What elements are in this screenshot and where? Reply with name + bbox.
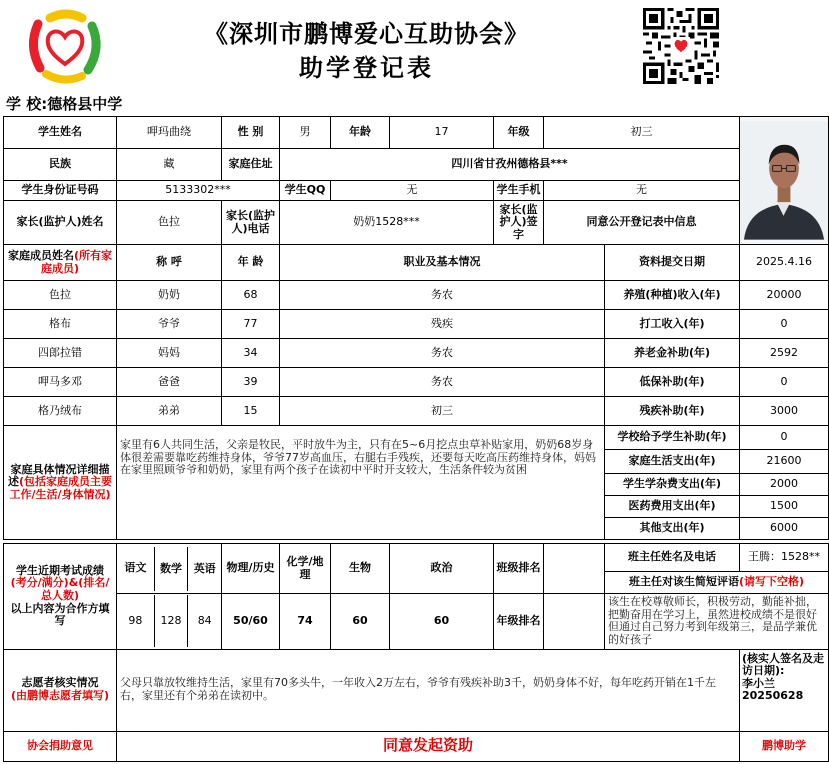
situation-text-body: 家里有6人共同生活，父亲是牧民，平时放牛为主，只有在5~6月挖点虫草补贴家用，奶奶68岁身体很差需要靠吃药维持身体，爷爷77岁高血压，右腿右手残疾，还要每天吃高压药维持身体，妈妈在家里照顾爷爷和奶奶，家里有两个孩子在读初中平时开支较大，生活条件较为贫困 bbox=[120, 438, 596, 477]
footer-label: 协会捐助意见 bbox=[4, 731, 117, 761]
finance-value: 2592 bbox=[740, 339, 829, 368]
volunteer-label-note: (由鹏博志愿者填写) bbox=[10, 689, 110, 703]
member-job: 残疾 bbox=[280, 310, 605, 339]
exam-label bbox=[4, 544, 117, 650]
guardian-name-label: 家长(监护人)姓名 bbox=[4, 201, 117, 245]
footer-org: 鹏博助学 bbox=[740, 731, 829, 761]
form-title-org: 《深圳市鹏博爱心互助协会》 bbox=[204, 19, 529, 48]
finance-label: 其他支出(年) bbox=[605, 518, 740, 540]
finance-value: 3000 bbox=[740, 397, 829, 426]
member-name: 格布 bbox=[4, 310, 117, 339]
member-relation: 妈妈 bbox=[117, 339, 222, 368]
address-value: 四川省甘孜州德格县*** bbox=[280, 149, 740, 181]
grade-rank-label: 年级排名 bbox=[494, 594, 544, 650]
family-member-row bbox=[4, 397, 829, 426]
student-portrait-icon bbox=[740, 121, 828, 240]
finance-label: 残疾补助(年) bbox=[605, 397, 740, 426]
exam-label-note: (考分/满分)&(排名/总人数) bbox=[10, 576, 110, 602]
guardian-phone: 奶奶1528*** bbox=[280, 201, 494, 245]
score-english: 84 bbox=[187, 595, 221, 647]
finance-label: 养老金补助(年) bbox=[605, 339, 740, 368]
phone-value: 无 bbox=[544, 181, 740, 201]
grade-label: 年级 bbox=[494, 117, 544, 149]
member-job: 务农 bbox=[280, 368, 605, 397]
finance-label: 家庭生活支出(年) bbox=[605, 450, 740, 474]
finance-value: 20000 bbox=[740, 281, 829, 310]
subject-english: 英语 bbox=[187, 547, 221, 591]
qq-value: 无 bbox=[331, 181, 494, 201]
class-rank-label: 班级排名 bbox=[494, 544, 544, 594]
grade-rank-value bbox=[544, 594, 605, 650]
finance-value: 0 bbox=[740, 310, 829, 339]
scores-cell bbox=[117, 594, 222, 650]
teacher-value: 王腾：1528** bbox=[740, 544, 829, 572]
score-physics: 50/60 bbox=[222, 594, 280, 650]
score-politics: 60 bbox=[390, 594, 494, 650]
volunteer-sign-name: 李小兰 bbox=[742, 676, 775, 690]
score-chinese: 98 bbox=[128, 613, 143, 627]
teacher-label: 班主任姓名及电话 bbox=[605, 544, 740, 572]
member-age: 34 bbox=[222, 339, 280, 368]
member-job: 务农 bbox=[280, 339, 605, 368]
family-col-relation: 称 呼 bbox=[117, 245, 222, 281]
school-name: 学 校:德格县中学 bbox=[6, 95, 123, 113]
member-name: 色拉 bbox=[4, 281, 117, 310]
volunteer-text: 父母只靠放牧维持生活，家里有70多头牛，一年收入2万左右，爷爷有残疾补助3千，奶奶身体不好，每年吃药开销在1千左右，家里还有个弟弟在读初中。 bbox=[117, 649, 740, 731]
ethnicity-label: 民族 bbox=[4, 149, 117, 181]
family-header-note: (所有家庭成员) bbox=[40, 248, 113, 275]
family-member-row bbox=[4, 368, 829, 397]
finance-value: 6000 bbox=[740, 518, 829, 540]
qr-code-icon bbox=[643, 8, 719, 84]
student-row-1 bbox=[4, 117, 829, 149]
age-value: 17 bbox=[390, 117, 494, 149]
situation-label bbox=[4, 426, 117, 540]
student-name: 呷玛曲绕 bbox=[117, 117, 222, 149]
exam-score-row bbox=[4, 594, 829, 650]
guardian-name: 色拉 bbox=[117, 201, 222, 245]
score-chemistry: 74 bbox=[280, 594, 331, 650]
member-job: 务农 bbox=[280, 281, 605, 310]
member-age: 39 bbox=[222, 368, 280, 397]
age-label: 年龄 bbox=[331, 117, 390, 149]
situation-label-text: 家庭具体情况详细描述 bbox=[7, 462, 110, 489]
member-age: 77 bbox=[222, 310, 280, 339]
finance-value: 2000 bbox=[740, 474, 829, 496]
volunteer-sign-date: 20250628 bbox=[742, 689, 804, 703]
family-col-job: 职业及基本情况 bbox=[280, 245, 605, 281]
submit-date-value: 2025.4.16 bbox=[740, 245, 829, 281]
subject-math: 数学 bbox=[154, 547, 188, 591]
student-photo bbox=[740, 117, 829, 245]
volunteer-row bbox=[4, 649, 829, 731]
exam-label-text: 学生近期考试成绩 bbox=[16, 563, 104, 577]
finance-label: 低保补助(年) bbox=[605, 368, 740, 397]
finance-label: 养殖(种植)收入(年) bbox=[605, 281, 740, 310]
guardian-row bbox=[4, 201, 829, 245]
exam-subject-row bbox=[4, 544, 829, 572]
situation-label-note: (包括家庭成员主要工作/生活/身体情况) bbox=[9, 475, 113, 501]
finance-value: 0 bbox=[740, 426, 829, 450]
address-label: 家庭住址 bbox=[222, 149, 280, 181]
student-row-2 bbox=[4, 149, 829, 181]
family-member-row bbox=[4, 310, 829, 339]
footer-opinion: 同意发起资助 bbox=[117, 731, 740, 761]
guardian-consent: 同意公开登记表中信息 bbox=[544, 201, 740, 245]
form-title-main: 助学登记表 bbox=[299, 53, 434, 82]
situation-text bbox=[117, 426, 605, 540]
grade-value: 初三 bbox=[544, 117, 740, 149]
comment-label bbox=[605, 572, 829, 594]
finance-label: 医药费用支出(年) bbox=[605, 496, 740, 518]
phone-label: 学生手机 bbox=[494, 181, 544, 201]
member-job: 初三 bbox=[280, 397, 605, 426]
subject-physics: 物理/历史 bbox=[222, 544, 280, 594]
registration-table bbox=[3, 116, 829, 762]
form-header bbox=[0, 0, 733, 92]
qq-label: 学生QQ bbox=[280, 181, 331, 201]
ethnicity-value: 藏 bbox=[117, 149, 222, 181]
score-math: 128 bbox=[154, 595, 188, 647]
member-age: 15 bbox=[222, 397, 280, 426]
student-id-value: 5133302*** bbox=[117, 181, 280, 201]
guardian-sign-label: 家长(监护人)签字 bbox=[494, 201, 544, 245]
subjects-cell bbox=[117, 544, 222, 594]
member-relation: 奶奶 bbox=[117, 281, 222, 310]
guardian-phone-label: 家长(监护人)电话 bbox=[222, 201, 280, 245]
finance-label: 学校给予学生补助(年) bbox=[605, 426, 740, 450]
family-member-row bbox=[4, 281, 829, 310]
member-name: 格乃绒布 bbox=[4, 397, 117, 426]
member-name: 呷马多邓 bbox=[4, 368, 117, 397]
student-row-3 bbox=[4, 181, 829, 201]
footer-row bbox=[4, 731, 829, 761]
finance-label: 学生学杂费支出(年) bbox=[605, 474, 740, 496]
gender-value: 男 bbox=[280, 117, 331, 149]
volunteer-sign bbox=[740, 649, 829, 731]
teacher-comment: 该生在校尊敬师长，积极劳动，勤能补拙，把勤奋用在学习上，虽然进校成绩不是很好但通过自己努力考到年级第三，是品学兼优的好孩子 bbox=[605, 594, 829, 650]
volunteer-sign-label: (核实人签名及走访日期): bbox=[742, 651, 825, 678]
subject-biology: 生物 bbox=[331, 544, 390, 594]
subject-chemistry: 化学/地理 bbox=[280, 544, 331, 594]
comment-label-text: 班主任对该生简短评语 bbox=[628, 575, 739, 589]
member-age: 68 bbox=[222, 281, 280, 310]
finance-label: 打工收入(年) bbox=[605, 310, 740, 339]
family-header-text: 家庭成员姓名 bbox=[7, 248, 74, 262]
finance-value: 1500 bbox=[740, 496, 829, 518]
member-relation: 爷爷 bbox=[117, 310, 222, 339]
student-id-label: 学生身份证号码 bbox=[4, 181, 117, 201]
finance-value: 21600 bbox=[740, 450, 829, 474]
family-member-row bbox=[4, 339, 829, 368]
family-header-row bbox=[4, 245, 829, 281]
subject-politics: 政治 bbox=[390, 544, 494, 594]
submit-date-label: 资料提交日期 bbox=[605, 245, 740, 281]
exam-label-tail: 以上内容为合作方填写 bbox=[10, 601, 110, 628]
member-name: 四郎拉错 bbox=[4, 339, 117, 368]
finance-value: 0 bbox=[740, 368, 829, 397]
comment-label-note: (请写下空格) bbox=[738, 575, 805, 589]
volunteer-label-text: 志愿者核实情况 bbox=[21, 676, 99, 690]
situation-row bbox=[4, 426, 829, 450]
student-name-label: 学生姓名 bbox=[4, 117, 117, 149]
subject-chinese: 语文 bbox=[124, 561, 147, 575]
volunteer-label bbox=[4, 649, 117, 731]
family-header-label bbox=[4, 245, 117, 281]
class-rank-value bbox=[544, 544, 605, 594]
gender-label: 性 别 bbox=[222, 117, 280, 149]
member-relation: 弟弟 bbox=[117, 397, 222, 426]
score-biology: 60 bbox=[331, 594, 390, 650]
member-relation: 爸爸 bbox=[117, 368, 222, 397]
family-col-age: 年 龄 bbox=[222, 245, 280, 281]
